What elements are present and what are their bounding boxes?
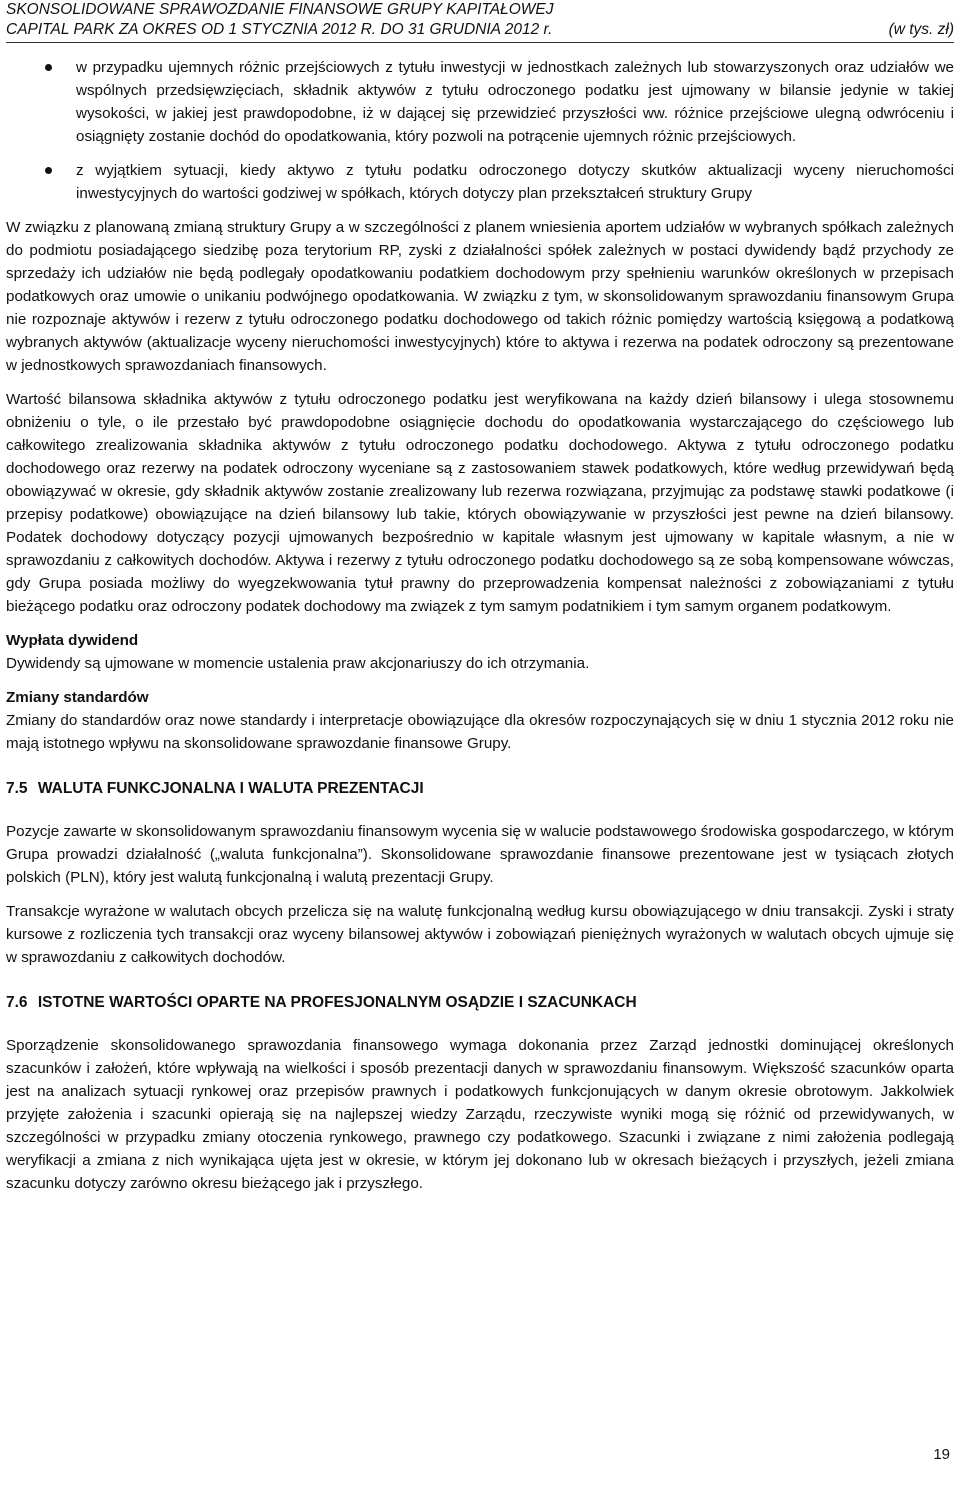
paragraph-foreign-transactions: Transakcje wyrażone w walutach obcych przelicza się na walutę funkcjonalną według kursu obowiązującego w dniu transakcji. Zyski i straty kursowe z rozliczenia tych transakcji oraz wyceny bilansowej aktywów i zobowiązań pieniężnych wyrażonych w walutach obcych ujmuje się w sprawozdaniu z całkowitych dochodów.	[6, 903, 954, 966]
section-heading-7-6	[6, 991, 954, 1014]
subheading-standards: Zmiany standardów	[6, 689, 149, 706]
subheading-dividends: Wypłata dywidend	[6, 632, 139, 649]
paragraph-dividends: Dywidendy są ujmowane w momencie ustalenia praw akcjonariuszy do ich otrzymania.	[6, 655, 590, 672]
paragraph-standards: Zmiany do standardów oraz nowe standardy i interpretacje obowiązujące dla okresów rozpoczynających się w dniu 1 stycznia 2012 roku nie mają istotnego wpływu na skonsolidowane sprawozdanie finansowe Grupy.	[6, 712, 954, 752]
paragraph-deferred-tax: Wartość bilansowa składnika aktywów z tytułu odroczonego podatku jest weryfikowana na każdy dzień bilansowy i ulega stosownemu obniżeniu o tyle, o ile przestało być prawdopodobne osiągnięcie dochodu do opodatkowania wystarczającego do częściowego lub całkowitego zrealizowania składnika aktywów z tytułu odroczonego podatku dochodowego. Aktywa z tytułu odroczonego podatku dochodowego oraz rezerwy na podatek odroczony wyceniane są z zastosowaniem stawek podatkowych, które według przewidywań będą obowiązywać w okresie, gdy składnik aktywów zostanie zrealizowany lub rezerwa rozwiązana, przyjmując za podstawę stawki podatkowe (i przepisy podatkowe) obowiązujące na dzień bilansowy lub takie, których obowiązywanie w przyszłości jest pewne na dzień bilansowy. Podatek dochodowy dotyczący pozycji ujmowanych bezpośrednio w kapitale własnym jest ujmowany w kapitale własnym, a nie w sprawozdaniu z całkowitych dochodów. Aktywa i rezerwy z tytułu odroczonego podatku dochodowego są ze sobą kompensowane wówczas, gdy Grupa posiada możliwy do wyegzekwowania tytuł prawny do przeprowadzenia kompensat należności z zobowiązaniami z tytułu bieżącego podatku oraz odroczony podatek dochodowy ma związek z tym samym podatnikiem i tym samym organem podatkowym.	[6, 391, 954, 615]
bullet-item	[6, 56, 954, 148]
bullet-item	[6, 159, 954, 205]
bullet-list	[6, 56, 954, 205]
paragraph-structure-change: W związku z planowaną zmianą struktury Grupy a w szczególności z planem wniesienia aportem udziałów w wybranych spółkach zależnych do podmiotu posiadającego siedzibę poza terytorium RP, zyski z działalności spółek zależnych w postaci dywidendy bądź przychody ze sprzedaży ich udziałów nie będą podlegały opodatkowaniu podatkiem dochodowym przy spełnieniu warunków określonych w przepisach podatkowych oraz umowie o unikaniu podwójnego opodatkowania. W związku z tym, w skonsolidowanym sprawozdaniu finansowym Grupa nie rozpoznaje aktywów i rezerw z tytułu odroczonego podatku dochodowego od takich różnic pomiędzy wartością księgową a podatkową wybranych aktywów (aktualizacje wyceny nieruchomości inwestycyjnych) które to aktywa i rezerwa na podatek odroczony są prezentowane w jednostkowych sprawozdaniach finansowych.	[6, 219, 954, 374]
section-number: 7.6	[6, 994, 28, 1011]
bullet-dot-icon	[45, 167, 52, 174]
section-number: 7.5	[6, 780, 28, 797]
header-title-line1: SKONSOLIDOWANE SPRAWOZDANIE FINANSOWE GRUPY KAPITAŁOWEJ	[6, 1, 554, 18]
bullet-text: w przypadku ujemnych różnic przejściowych z tytułu inwestycji w jednostkach zależnych lub stowarzyszonych oraz udziałów we wspólnych przedsięwzięciach, składnik aktywów z tytułu odroczonego podatku jest ujmowany w bilansie jedynie w takiej wysokości, w jakiej jest prawdopodobne, iż w dającej się przewidzieć przyszłości ww. różnice przejściowe ulegną odwróceniu i osiągnięty zostanie dochód do opodatkowania, który pozwoli na potrącenie ujemnych różnic przejściowych.	[76, 59, 954, 145]
section-heading-7-5	[6, 777, 954, 800]
header-title-line2-row	[6, 20, 954, 40]
section-title: WALUTA FUNKCJONALNA I WALUTA PREZENTACJI	[37, 780, 424, 797]
page-number: 19	[933, 1446, 950, 1463]
header-unit: (w tys. zł)	[888, 21, 954, 38]
bullet-dot-icon	[45, 64, 52, 71]
bullet-text: z wyjątkiem sytuacji, kiedy aktywo z tytułu podatku odroczonego dotyczy skutków aktualizacji wyceny nieruchomości inwestycyjnych do wartości godziwej w spółkach, których dotyczy plan przekształceń struktury Grupy	[76, 162, 954, 202]
section-title: ISTOTNE WARTOŚCI OPARTE NA PROFESJONALNYM OSĄDZIE I SZACUNKACH	[37, 994, 637, 1011]
document-body	[6, 56, 954, 1206]
header-title-line2: CAPITAL PARK ZA OKRES OD 1 STYCZNIA 2012 R. DO 31 GRUDNIA 2012 r.	[6, 21, 553, 38]
page-header	[6, 0, 954, 43]
paragraph-estimates: Sporządzenie skonsolidowanego sprawozdania finansowego wymaga dokonania przez Zarząd jednostki dominującej określonych szacunków i założeń, które wpływają na wielkości i sposób prezentacji danych w sprawozdaniu finansowym. Większość szacunków oparta jest na analizach sytuacji rynkowej oraz przepisów prawnych i podatkowych funkcjonujących w danym okresie obrotowym. Jakkolwiek przyjęte założenia i szacunki opierają się na najlepszej wiedzy Zarządu, rzeczywiste wyniki mogą się różnić od przewidywanych, w szczególności w przypadku zmiany otoczenia rynkowego, prawnego czy podatkowego. Szacunki i związane z nimi założenia podlegają weryfikacji a zmiana z nich wynikająca ujęta jest w okresie, w którym jej dokonano lub w okresach bieżących i przyszłych, jeżeli zmiana szacunku dotyczy zarówno okresu bieżącego jak i przyszłego.	[6, 1037, 954, 1192]
paragraph-functional-currency: Pozycje zawarte w skonsolidowanym sprawozdaniu finansowym wycenia się w walucie podstawowego środowiska gospodarczego, w którym Grupa prowadzi działalność („waluta funkcjonalna”). Skonsolidowane sprawozdanie finansowe prezentowane jest w tysiącach złotych polskich (PLN), który jest walutą funkcjonalną i walutą prezentacji Grupy.	[6, 823, 954, 886]
